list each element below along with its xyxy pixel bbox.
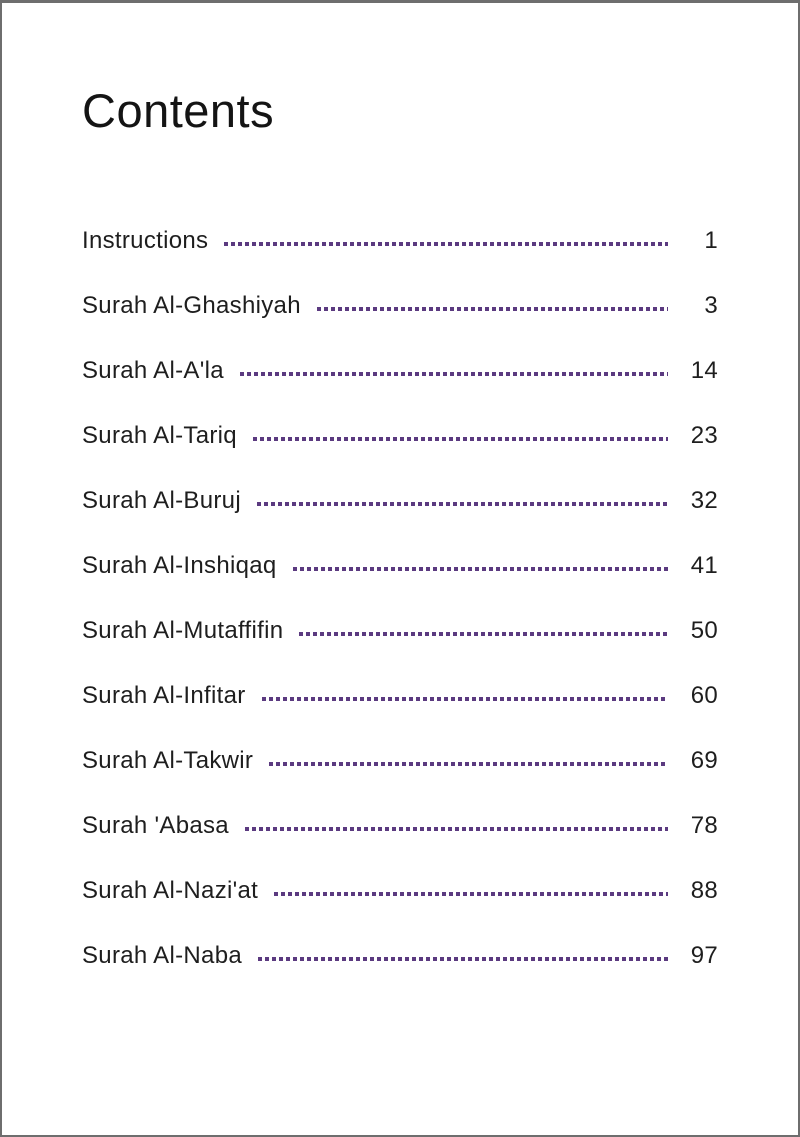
toc-entry-label: Surah Al-A'la bbox=[82, 356, 224, 384]
toc-entry-page-number: 41 bbox=[690, 551, 718, 579]
toc-entry-label: Surah Al-Ghashiyah bbox=[82, 291, 301, 319]
toc-entry bbox=[82, 291, 718, 319]
toc-entry bbox=[82, 941, 718, 969]
dotted-leader bbox=[274, 892, 668, 896]
toc-entry-label: Surah Al-Infitar bbox=[82, 681, 246, 709]
toc-entry bbox=[82, 616, 718, 644]
dotted-leader bbox=[293, 567, 668, 571]
toc-entry-label: Surah Al-Takwir bbox=[82, 746, 254, 774]
toc-entry-page-number: 78 bbox=[690, 811, 718, 839]
dotted-leader bbox=[317, 307, 668, 311]
toc-entry bbox=[82, 876, 718, 904]
toc-entry-page-number: 14 bbox=[690, 356, 718, 384]
toc-entry bbox=[82, 811, 718, 839]
toc-entry bbox=[82, 486, 718, 514]
toc-entry-page-number: 23 bbox=[690, 421, 718, 449]
toc-entry-label: Surah Al-Nazi'at bbox=[82, 876, 259, 904]
dotted-leader bbox=[240, 372, 668, 376]
toc-entry-label: Surah Al-Buruj bbox=[82, 486, 241, 514]
toc-entry bbox=[82, 226, 718, 254]
toc-entry-label: Instructions bbox=[82, 226, 209, 254]
dotted-leader bbox=[257, 502, 668, 506]
dotted-leader bbox=[224, 242, 668, 246]
toc-entry-page-number: 69 bbox=[690, 746, 718, 774]
toc-entry-page-number: 3 bbox=[704, 291, 718, 319]
toc-entry-page-number: 88 bbox=[690, 876, 718, 904]
toc-list bbox=[82, 226, 718, 969]
toc-entry-page-number: 60 bbox=[690, 681, 718, 709]
page-title: Contents bbox=[82, 84, 275, 137]
toc-entry-page-number: 97 bbox=[690, 941, 718, 969]
dotted-leader bbox=[253, 437, 668, 441]
toc-entry-label: Surah Al-Naba bbox=[82, 941, 242, 969]
dotted-leader bbox=[258, 957, 668, 961]
dotted-leader bbox=[299, 632, 668, 636]
toc-entry-label: Surah Al-Inshiqaq bbox=[82, 551, 277, 579]
toc-entry bbox=[82, 421, 718, 449]
toc-entry bbox=[82, 681, 718, 709]
dotted-leader bbox=[269, 762, 668, 766]
toc-entry-label: Surah Al-Mutaffifin bbox=[82, 616, 284, 644]
dotted-leader bbox=[245, 827, 668, 831]
toc-entry bbox=[82, 551, 718, 579]
toc-entry bbox=[82, 356, 718, 384]
toc-entry bbox=[82, 746, 718, 774]
toc-entry-label: Surah Al-Tariq bbox=[82, 421, 237, 449]
toc-entry-page-number: 50 bbox=[690, 616, 718, 644]
dotted-leader bbox=[262, 697, 668, 701]
toc-entry-page-number: 1 bbox=[704, 226, 718, 254]
toc-entry-page-number: 32 bbox=[690, 486, 718, 514]
toc-entry-label: Surah 'Abasa bbox=[82, 811, 229, 839]
